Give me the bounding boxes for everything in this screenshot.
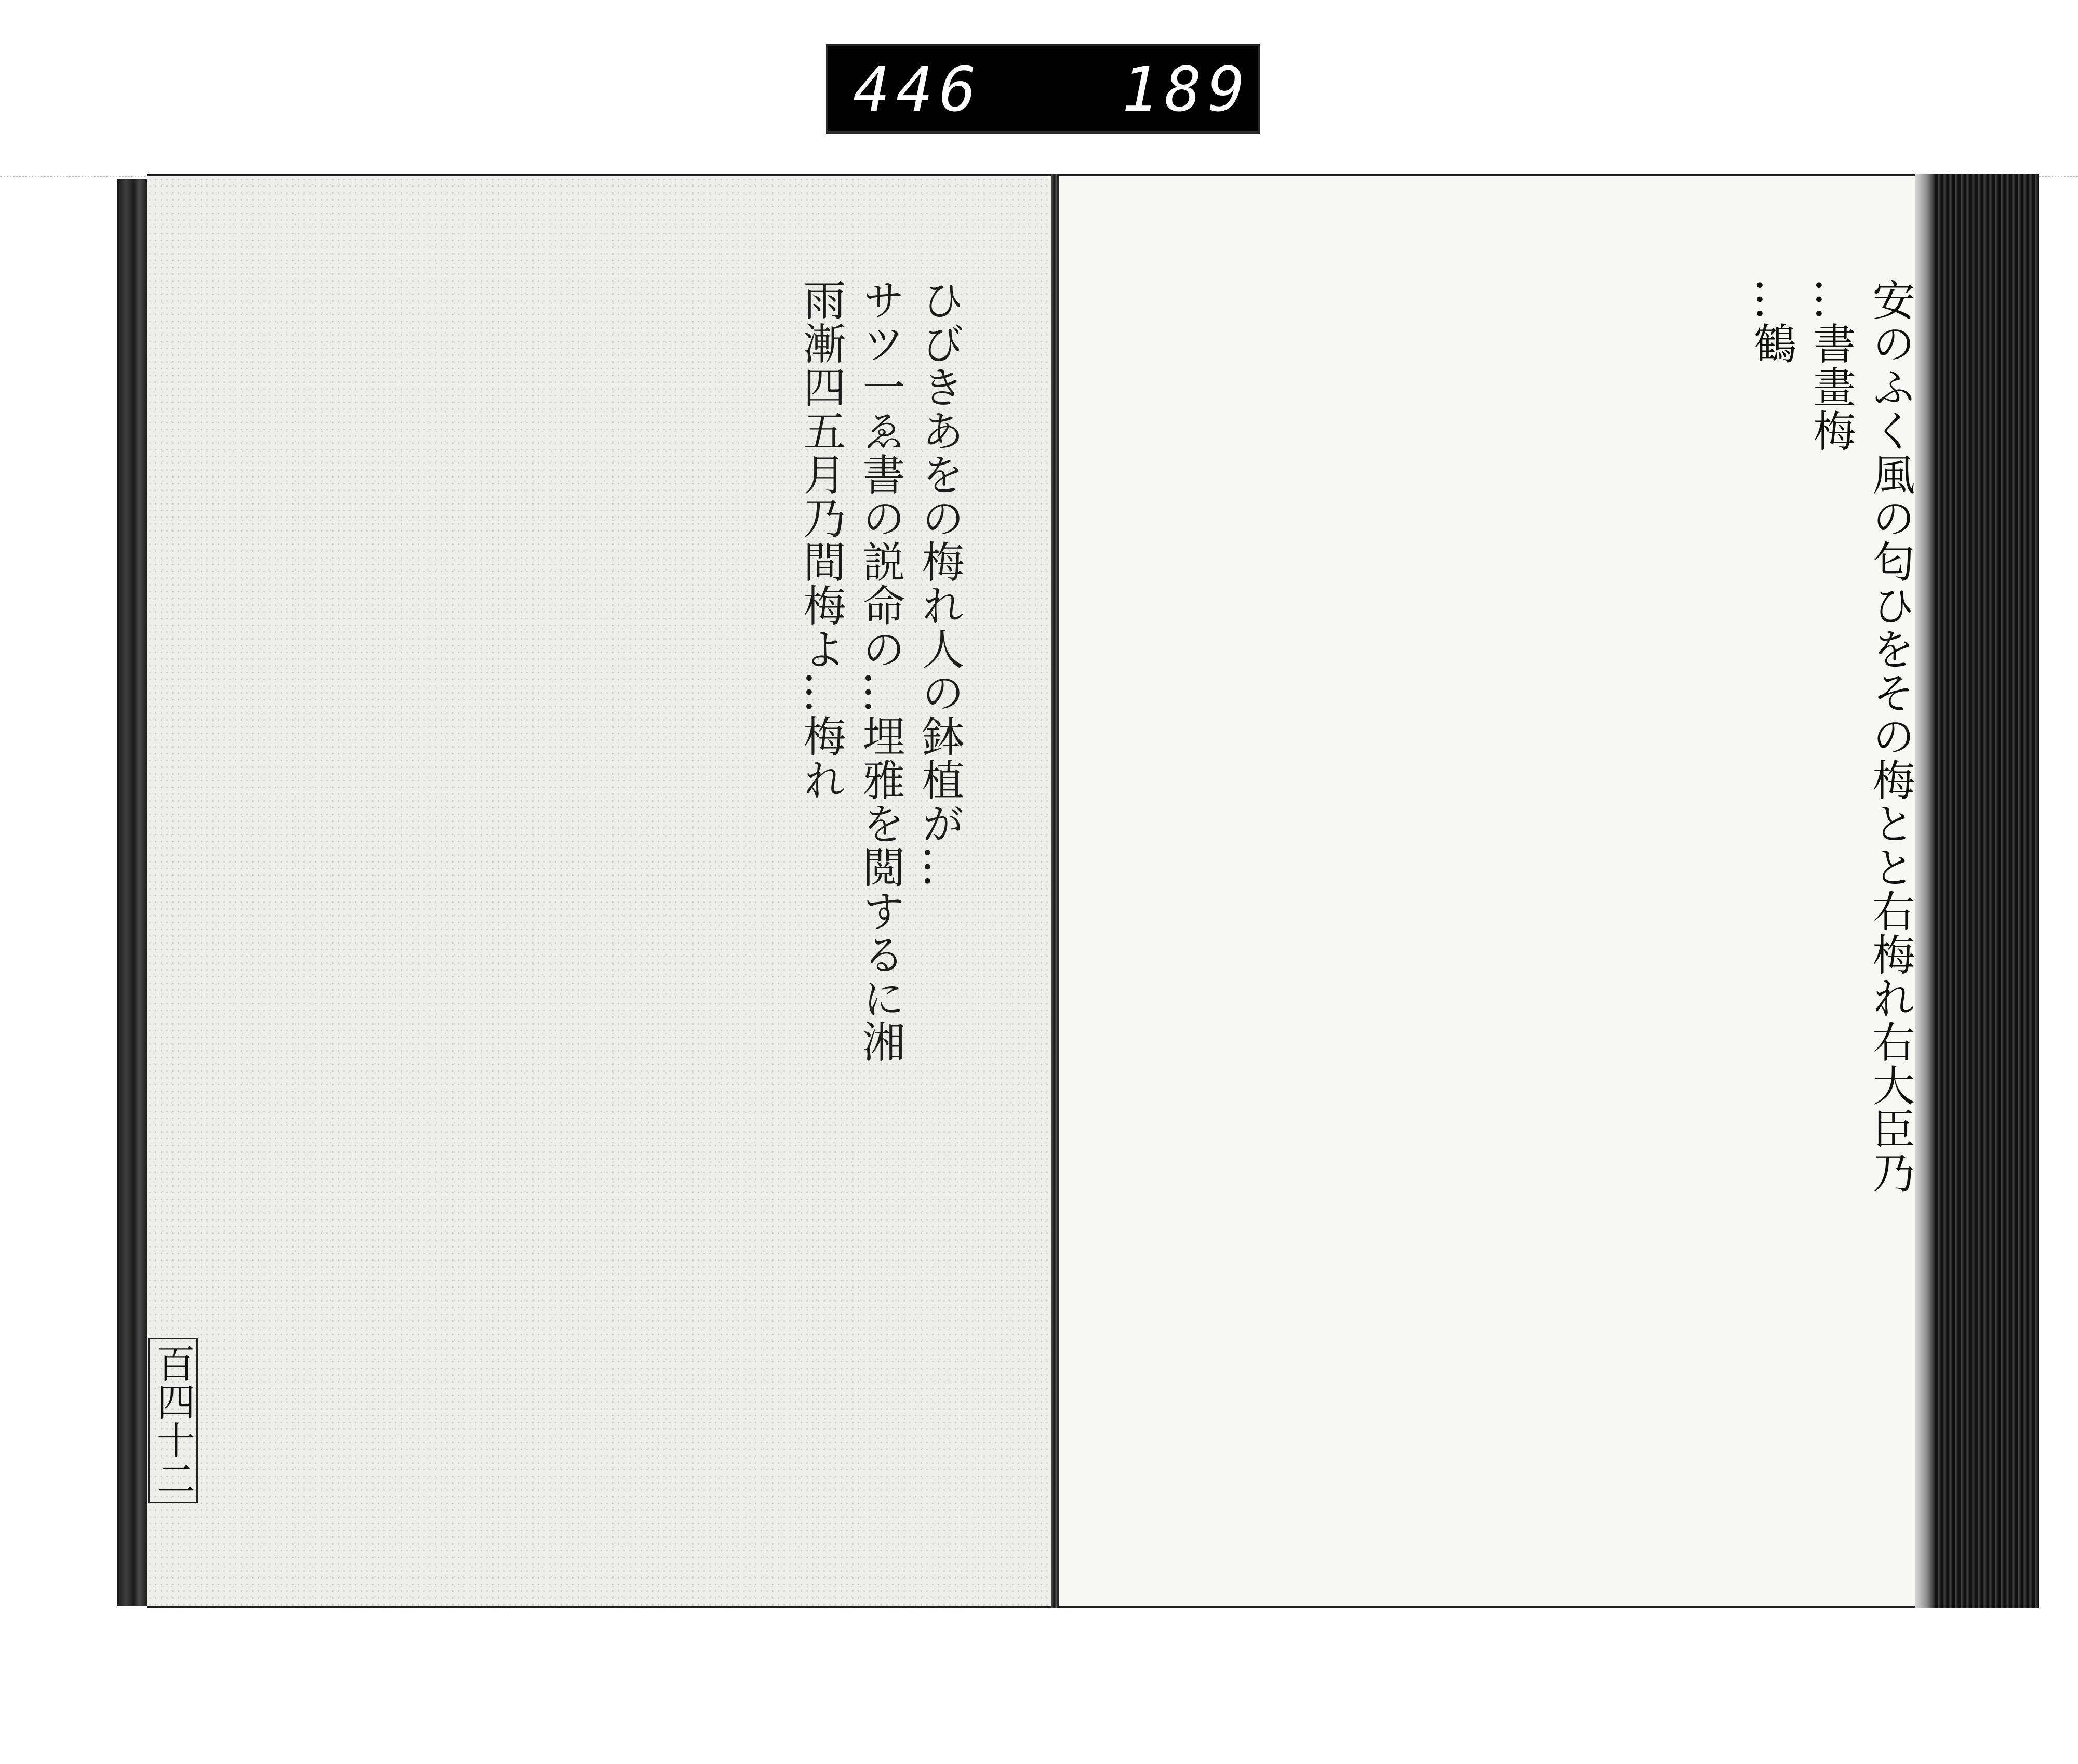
right-column-1: 安のふく風の匂ひをその梅とと右梅れ右大臣乃 — [1866, 278, 1915, 1195]
catalog-number-plate — [826, 44, 1260, 134]
left-page-text — [169, 278, 969, 1494]
open-book — [117, 174, 2039, 1613]
left-page-number: 百四十二 — [148, 1338, 198, 1503]
book-edge-left — [117, 179, 147, 1606]
catalog-number-left: 446 — [853, 54, 983, 125]
book-edge-right — [1935, 174, 2039, 1608]
left-column-3: 雨漸四五月乃間梅よ…梅れ — [796, 278, 846, 802]
book-gutter — [1051, 174, 1057, 1608]
right-page-text — [1094, 278, 1920, 1494]
right-column-2: …書畫梅 — [1806, 278, 1856, 453]
right-column-3: …鶴 — [1747, 278, 1796, 365]
catalog-number-right: 189 — [1122, 54, 1251, 125]
left-column-1: ひびきあをの梅れ人の鉢植が… — [915, 278, 964, 889]
left-column-2: サツ一ゑ書の説命の…埋雅を閲するに湘 — [856, 278, 905, 1064]
